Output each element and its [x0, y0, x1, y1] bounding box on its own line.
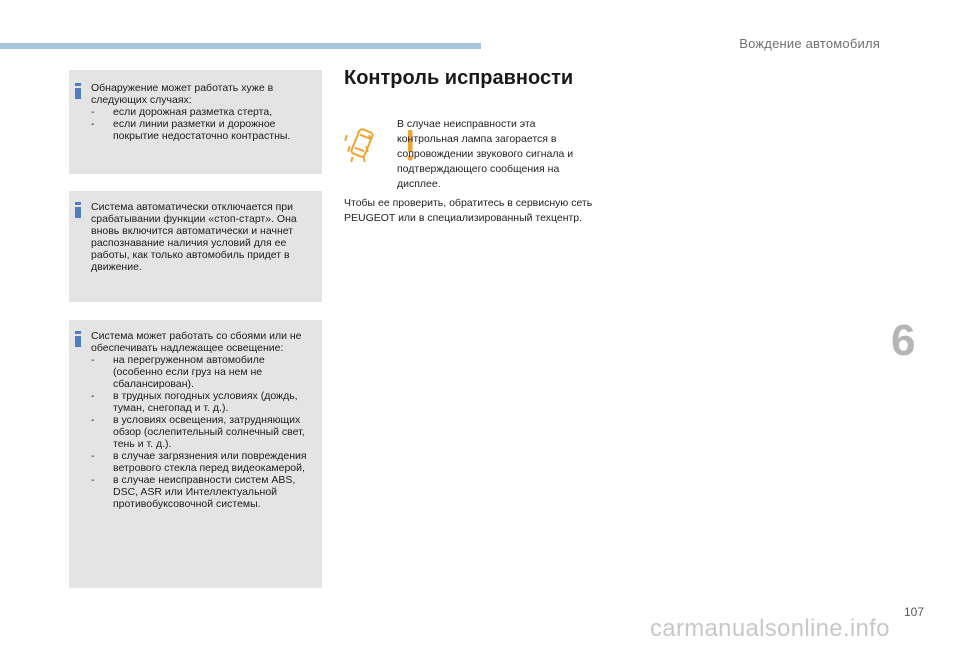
- list-item: [91, 390, 316, 414]
- section-header: Вождение автомобиля: [739, 36, 880, 51]
- list-item: [91, 474, 316, 510]
- info-box-stop-start: [69, 191, 322, 302]
- info-box-text: [91, 201, 316, 273]
- list-item-text: если дорожная разметка стерта,: [113, 106, 273, 118]
- info-box-list: [91, 354, 316, 510]
- list-item: [91, 414, 316, 450]
- list-dash: -: [91, 354, 95, 366]
- info-icon: [75, 202, 81, 218]
- list-dash: -: [91, 106, 95, 118]
- list-item: [91, 450, 316, 474]
- list-dash: -: [91, 474, 95, 486]
- list-item-text: в случае неисправности систем ABS, DSC, ASR или Интеллектуальной противобуксовочной системы.: [113, 474, 296, 510]
- info-icon: [75, 331, 81, 347]
- warning-description: В случае неисправности эта контрольная лампа загорается в сопровождении звукового сигнала и подтверждающего сообщения на дисплее.: [397, 118, 574, 190]
- info-box-intro: Система может работать со сбоями или не обеспечивать надлежащее освещение:: [91, 330, 302, 354]
- list-dash: -: [91, 390, 95, 402]
- list-dash: -: [91, 414, 95, 426]
- info-box-intro: Обнаружение может работать хуже в следующих случаях:: [91, 82, 274, 106]
- list-item-text: если линии разметки и дорожное покрытие недостаточно контрастны.: [113, 118, 291, 142]
- top-accent-bar: [0, 43, 481, 49]
- service-instruction: Чтобы ее проверить, обратитесь в сервисную сеть PEUGEOT или в специализированный техцентр.: [344, 197, 593, 224]
- list-item-text: на перегруженном автомобиле (особенно если груз на нем не сбалансирован).: [113, 354, 265, 390]
- list-item-text: в случае загрязнения или повреждения ветрового стекла перед видеокамерой,: [113, 450, 307, 474]
- info-box-detection: [69, 70, 322, 174]
- info-box-intro: Система автоматически отключается при срабатывании функции «стоп-старт». Она вновь включится автоматически и начнет распознавание наличия условий для ее работы, как только автомобиль придет в движение.: [91, 201, 297, 273]
- list-dash: -: [91, 450, 95, 462]
- watermark: carmanualsonline.info: [650, 615, 890, 642]
- list-item-text: в трудных погодных условиях (дождь, туман, снегопад и т. д.).: [113, 390, 298, 414]
- info-icon: [75, 83, 81, 99]
- section-title: Контроль исправности: [344, 67, 574, 89]
- list-dash: -: [91, 118, 95, 130]
- info-box-text: [91, 330, 316, 510]
- list-item-text: в условиях освещения, затрудняющих обзор (ослепительный солнечный свет, тень и т. д.).: [113, 414, 305, 450]
- info-box-list: [91, 106, 316, 142]
- page-number: 107: [904, 605, 925, 619]
- list-item: [91, 118, 316, 142]
- info-box-malfunction-conditions: [69, 320, 322, 588]
- chapter-number: 6: [891, 316, 916, 365]
- info-box-text: [91, 82, 316, 142]
- list-item: [91, 106, 316, 118]
- list-item: [91, 354, 316, 390]
